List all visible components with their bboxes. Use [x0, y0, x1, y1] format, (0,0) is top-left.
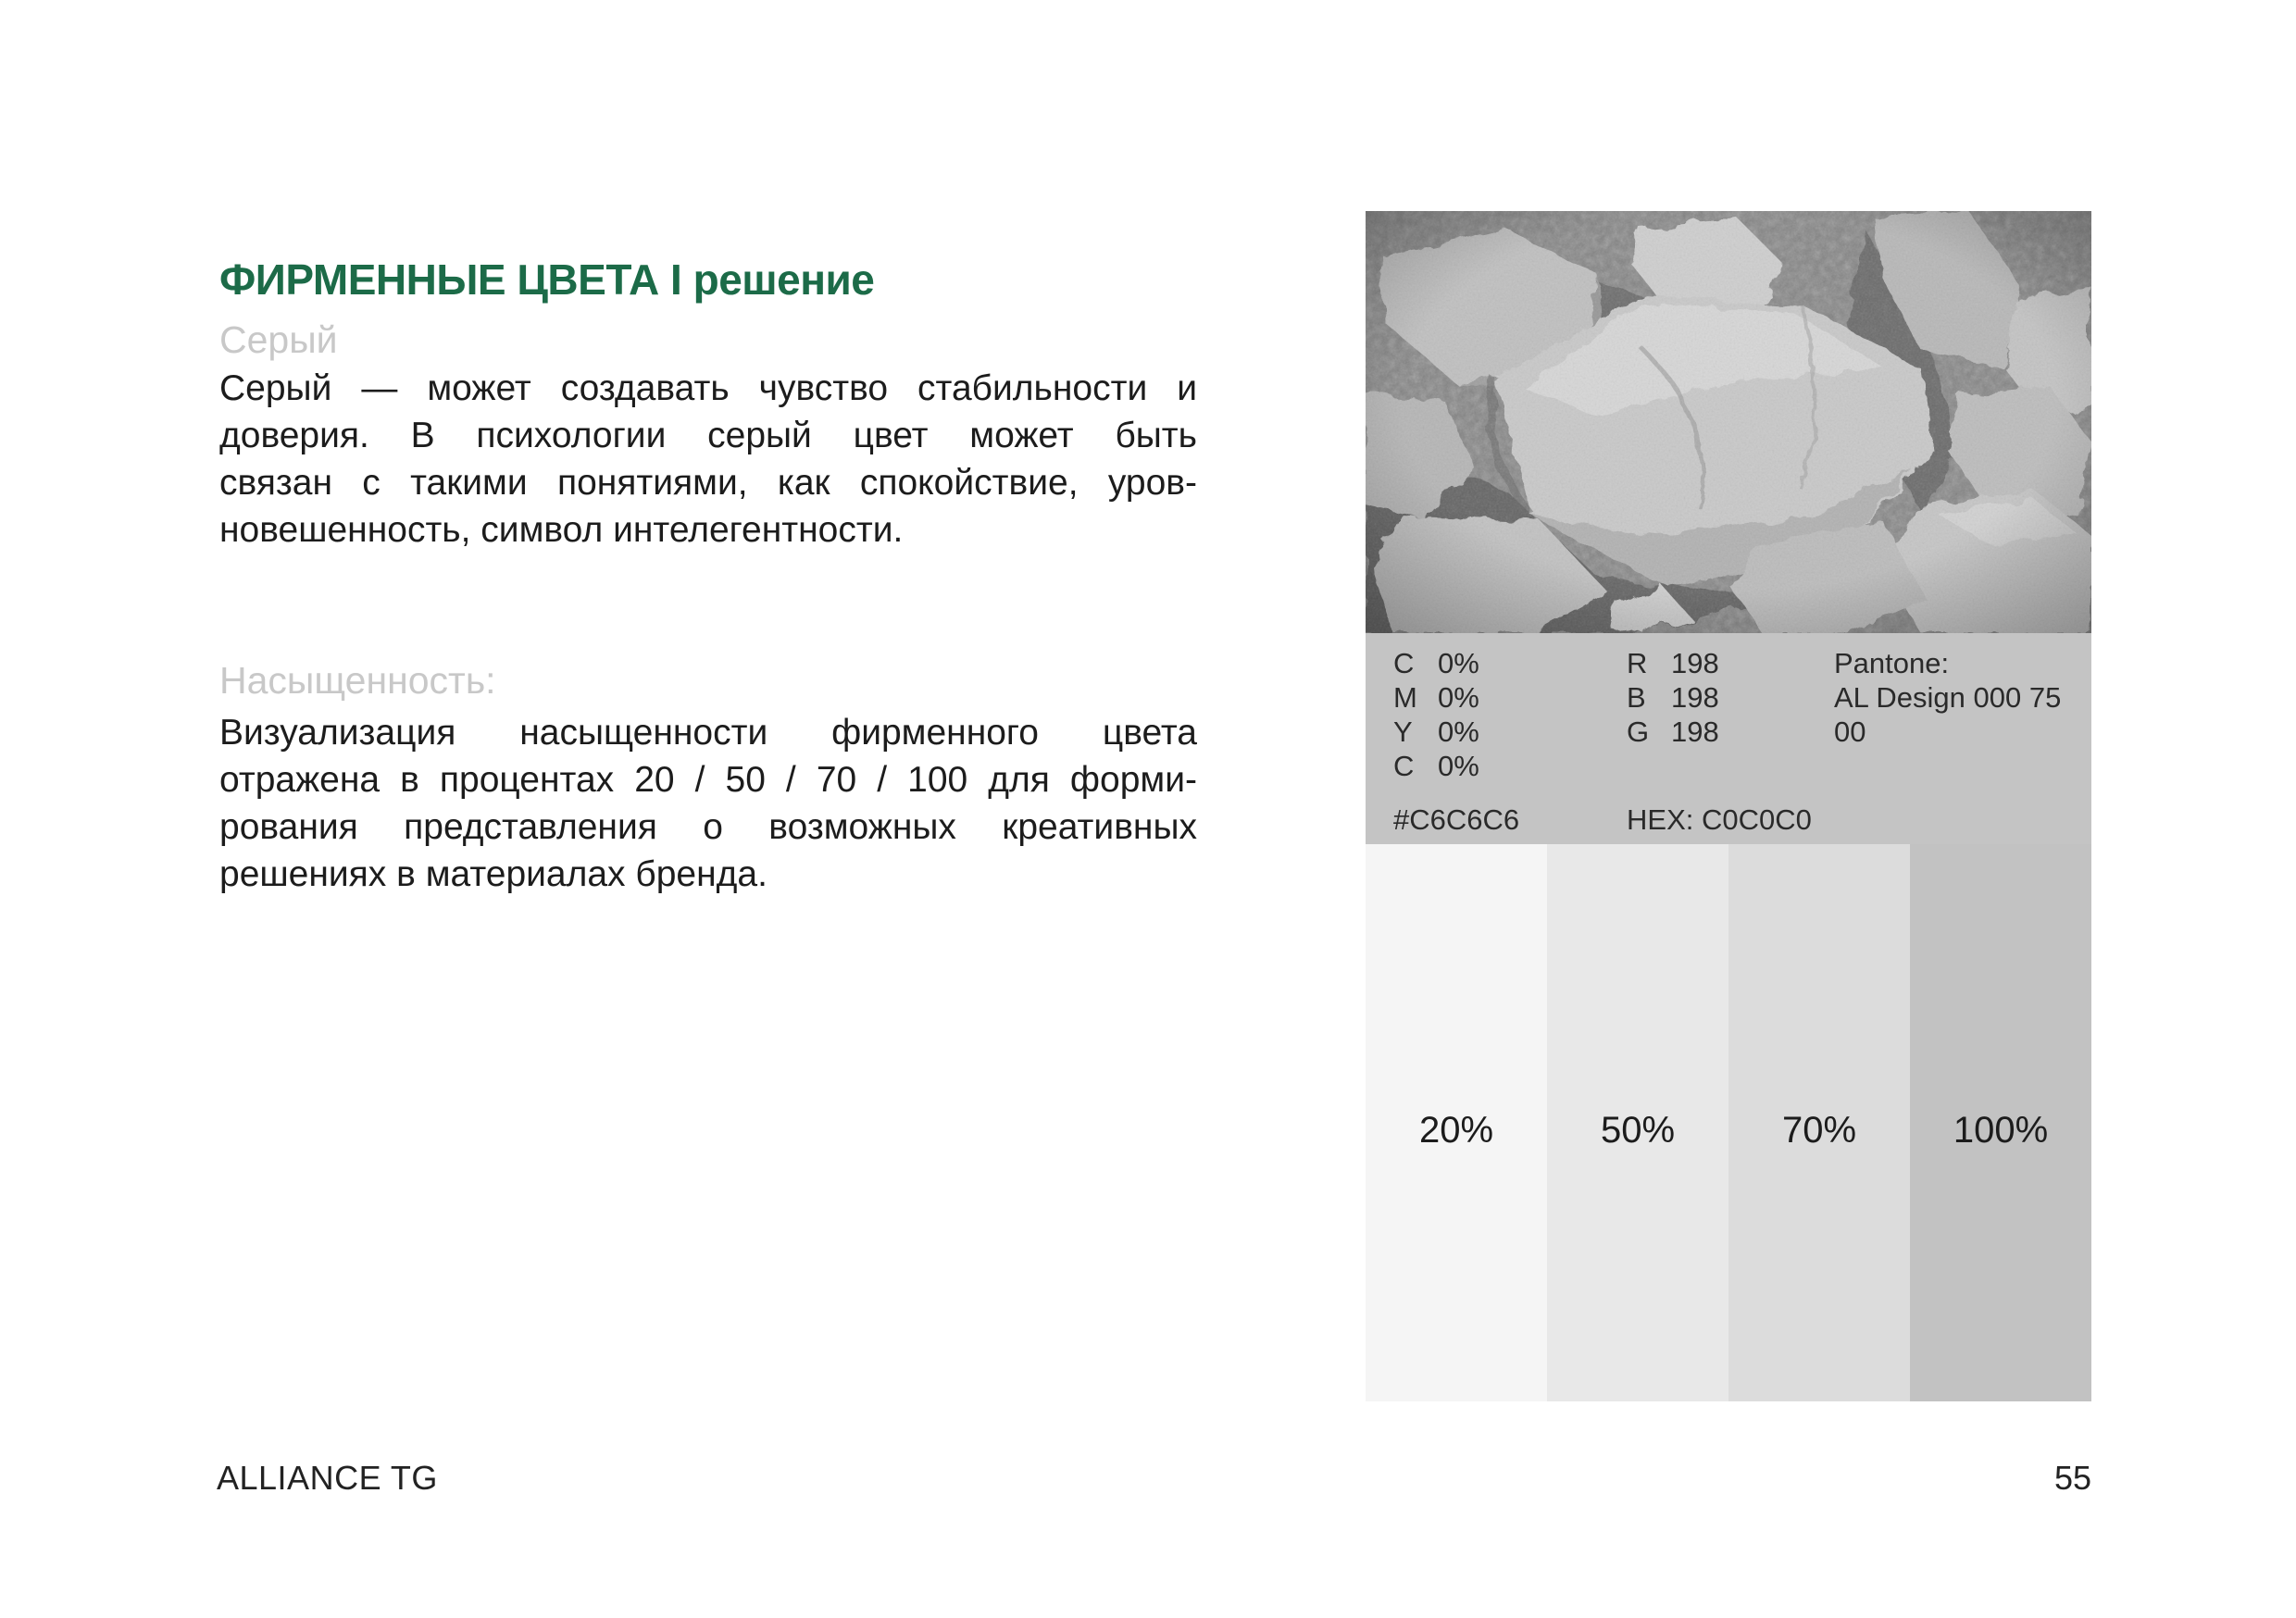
paragraph-line: отражена в процентах 20 / 50 / 70 / 100 для форми- — [219, 760, 1197, 800]
section-heading-gray: Серый — [219, 318, 338, 361]
stones-photo — [1366, 211, 2091, 633]
swatch-20 — [1366, 844, 1547, 1401]
rgb-line: B 198 — [1627, 681, 1719, 714]
paragraph-line: Визуализация насыщенности фирменного цвета — [219, 713, 1197, 753]
swatch-label: 100% — [1953, 1109, 2049, 1151]
pantone-label: Pantone: — [1834, 647, 1950, 679]
swatch-100 — [1910, 844, 2091, 1401]
color-specimen-panel — [1366, 211, 2091, 1401]
stones-photo-illustration — [1366, 211, 2091, 633]
gray-description-paragraph — [219, 365, 1197, 554]
rgb-line: G 198 — [1627, 716, 1719, 748]
paragraph-line: новешенность, символ интелегентности. — [219, 510, 904, 550]
paragraph-line: доверия. В психологии серый цвет может быть — [219, 416, 1197, 455]
cmyk-values — [1393, 646, 1479, 783]
cmyk-line: C 0% — [1393, 750, 1479, 782]
hex-swatch-value: #C6C6C6 — [1393, 803, 1520, 836]
swatch-70 — [1728, 844, 1910, 1401]
pantone-value: AL Design 000 75 00 — [1834, 681, 2062, 748]
rgb-line: R 198 — [1627, 647, 1719, 679]
cmyk-line: M 0% — [1393, 681, 1479, 714]
section-heading-saturation: Насыщенность: — [219, 659, 496, 702]
swatch-label: 50% — [1600, 1109, 1676, 1151]
paragraph-line: решениях в материалах бренда. — [219, 854, 767, 894]
hex-print-value: HEX: C0C0C0 — [1627, 803, 1812, 836]
color-values-block — [1366, 633, 2091, 844]
paragraph-line: связан с такими понятиями, как спокойствие, уров- — [219, 463, 1197, 503]
brand-name: ALLIANCE TG — [217, 1459, 438, 1497]
pantone-values — [1834, 646, 2091, 749]
paragraph-line: рования представления о возможных креативных — [219, 807, 1197, 847]
swatch-label: 70% — [1781, 1109, 1857, 1151]
rgb-values — [1627, 646, 1719, 749]
cmyk-line: Y 0% — [1393, 716, 1479, 748]
saturation-swatches — [1366, 844, 2091, 1401]
swatch-50 — [1547, 844, 1728, 1401]
page-number: 55 — [2053, 1459, 2091, 1497]
swatch-label: 20% — [1418, 1109, 1494, 1151]
cmyk-line: C 0% — [1393, 647, 1479, 679]
paragraph-line: Серый — может создавать чувство стабильности и — [219, 368, 1197, 408]
page-title: ФИРМЕННЫЕ ЦВЕТА I решение — [219, 255, 875, 304]
saturation-description-paragraph — [219, 709, 1197, 898]
